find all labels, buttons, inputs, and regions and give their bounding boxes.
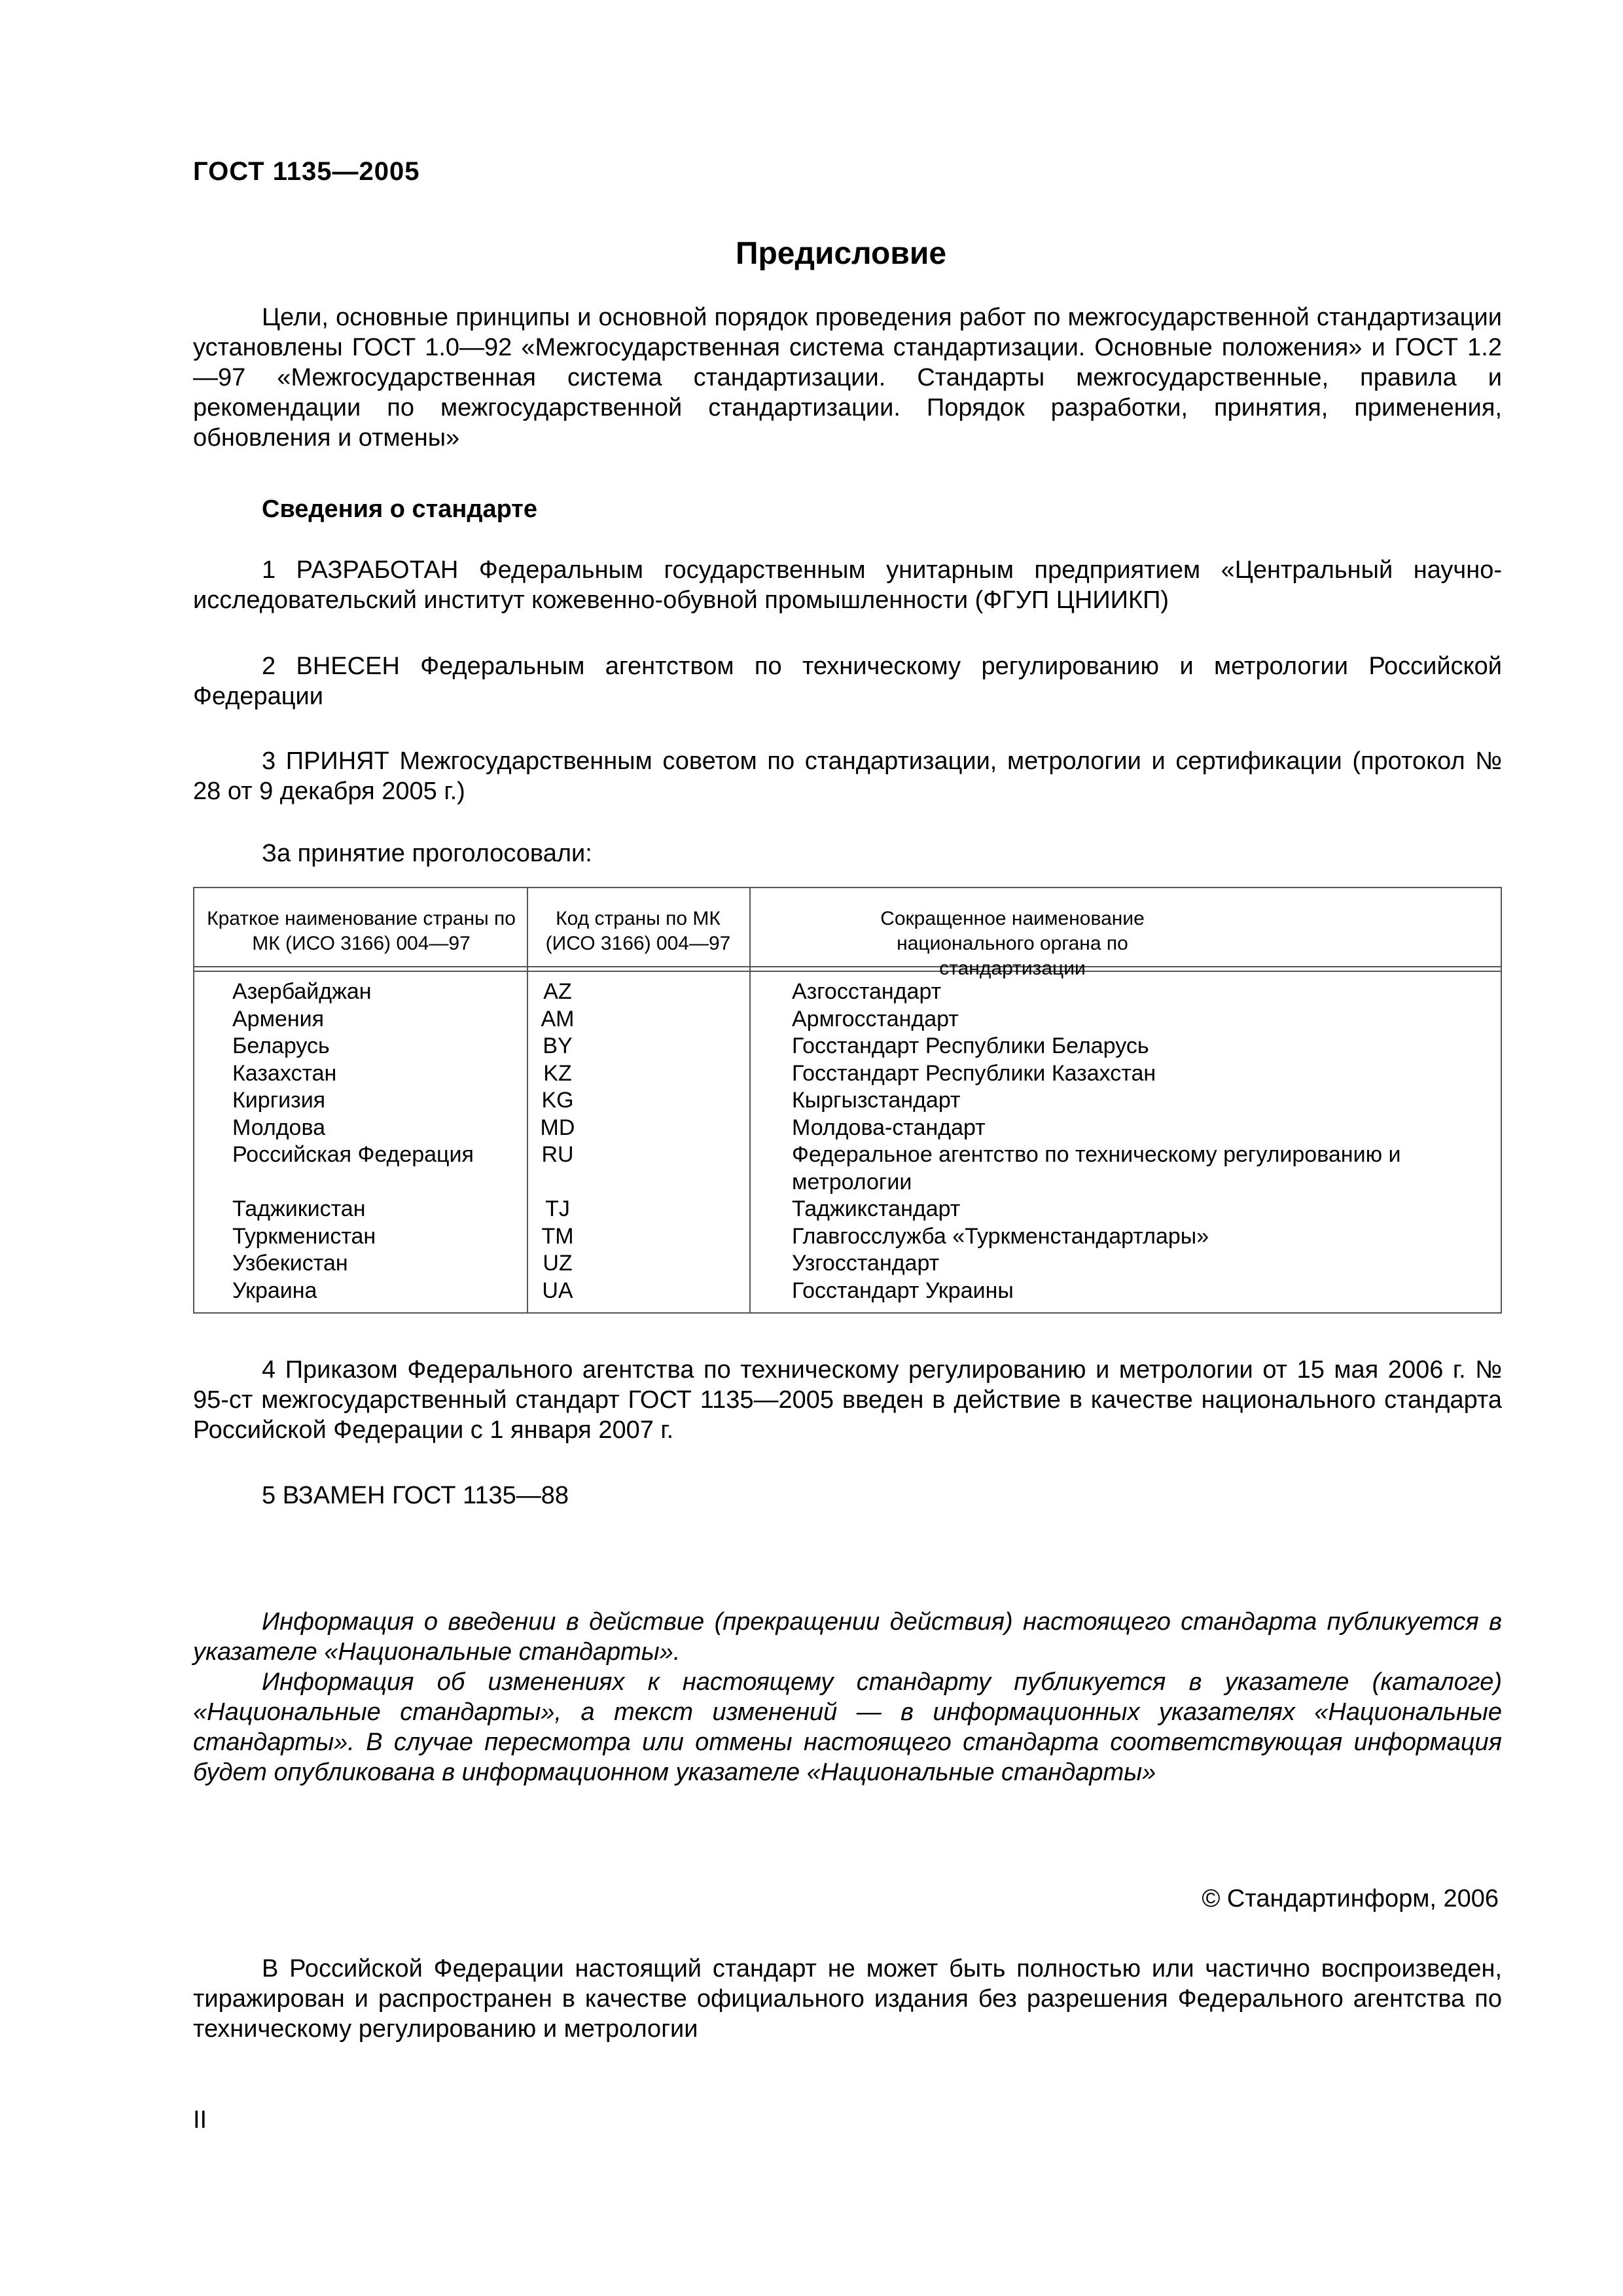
cell-country: Армения <box>232 1006 325 1031</box>
table-row <box>194 1060 1501 1088</box>
copyright: © Стандартинформ, 2006 <box>1202 1885 1499 1912</box>
table-body <box>194 978 1501 1304</box>
cell-code: UZ <box>543 1251 573 1276</box>
table-header-code: Код страны по МК (ИСО 3166) 004—97 <box>545 908 731 954</box>
table-header-rule <box>194 971 1501 972</box>
cell-country: Таджикистан <box>232 1196 366 1221</box>
cell-country: Туркменистан <box>232 1223 376 1249</box>
table-header-rule <box>194 966 1501 967</box>
info-heading: Сведения о стандарте <box>262 495 538 523</box>
cell-country: Азербайджан <box>232 979 372 1004</box>
voted-label: За принятие проголосовали: <box>262 840 592 867</box>
table-row <box>194 1033 1501 1060</box>
cell-code: TM <box>541 1223 574 1249</box>
cell-code: KG <box>541 1088 574 1113</box>
cell-code: MD <box>540 1115 575 1140</box>
cell-country: Российская Федерация <box>232 1142 474 1167</box>
notice-2-text: Информация об изменениях к настоящему стандарту публикуется в указателе (каталоге) «Национальные стандарты», а текст изменений — в информационных указателях «Национальные стандарты». В случае пересмотра или отмены настоящего стандарта соответствующая информация будет опубликована в информационном указателе «Национальные стандарты» <box>193 1668 1502 1786</box>
legal-text: В Российской Федерации настоящий стандарт не может быть полностью или частично воспроизведен, тиражирован и распространен в качестве официального издания без разрешения Федерального агентства по техническому регулированию и метрологии <box>193 1955 1502 2043</box>
table-row <box>194 1196 1501 1223</box>
cell-country: Узбекистан <box>232 1251 348 1276</box>
cell-code: TJ <box>545 1196 570 1221</box>
cell-body: Госстандарт Республики Казахстан <box>792 1060 1156 1086</box>
cell-country: Казахстан <box>232 1060 337 1086</box>
cell-body: Армгосстандарт <box>792 1006 959 1031</box>
intro-text: Цели, основные принципы и основной порядок проведения работ по межгосударственной стандартизации установлены ГОСТ 1.0—92 «Межгосударственная система стандартизации. Основные положения» и ГОСТ 1.2—97 «Межгосударственная система стандартизации. Стандарты межгосударственные, правила и рекомендации по межгосударственной стандартизации. Порядок разработки, принятия, применения, обновления и отмены» <box>193 304 1502 452</box>
cell-code: KZ <box>543 1060 572 1086</box>
cell-body: Федеральное агентство по техническому регулированию и метрологии <box>792 1142 1401 1194</box>
cell-country: Молдова <box>232 1115 326 1140</box>
cell-body: Азгосстандарт <box>792 979 942 1004</box>
table-row <box>194 978 1501 1006</box>
item-developed <box>193 555 1502 615</box>
item-replaces <box>193 1480 1502 1511</box>
item-introduced <box>193 651 1502 711</box>
item-introduced-text: 2 ВНЕСЕН Федеральным агентством по техническому регулированию и метрологии Российской Федерации <box>193 653 1502 710</box>
cell-body: Узгосстандарт <box>792 1251 940 1276</box>
item-developed-text: 1 РАЗРАБОТАН Федеральным государственным унитарным предприятием «Центральный научно-исследовательский институт кожевенно-обувной промышленности (ФГУП ЦНИИКП) <box>193 556 1502 614</box>
table-row <box>194 1250 1501 1278</box>
cell-body: Главгосслужба «Туркменстандартлары» <box>792 1223 1209 1249</box>
page-number: II <box>193 2106 207 2134</box>
item-order <box>193 1355 1502 1445</box>
page-title: Предисловие <box>735 236 947 271</box>
voting-table <box>193 887 1502 1314</box>
cell-code: RU <box>541 1142 574 1167</box>
table-row <box>194 1087 1501 1115</box>
item-order-text: 4 Приказом Федерального агентства по техническому регулированию и метрологии от 15 мая 2006 г. № 95-ст межгосударственный стандарт ГОСТ 1135—2005 введен в действие в качестве национального стандарта Российской Федерации с 1 января 2007 г. <box>193 1356 1502 1444</box>
cell-code: BY <box>543 1033 573 1058</box>
item-adopted-text: 3 ПРИНЯТ Межгосударственным советом по стандартизации, метрологии и сертификации (протокол № 28 от 9 декабря 2005 г.) <box>193 747 1502 805</box>
cell-code: AM <box>541 1006 575 1031</box>
item-adopted <box>193 746 1502 806</box>
table-row <box>194 1115 1501 1142</box>
cell-code: AZ <box>543 979 572 1004</box>
document-header: ГОСТ 1135—2005 <box>193 157 420 186</box>
notice-paragraph-1 <box>193 1607 1502 1667</box>
table-header-body: Сокращенное наименование национального органа по стандартизации <box>880 908 1145 979</box>
cell-country: Киргизия <box>232 1088 326 1113</box>
intro-paragraph <box>193 302 1502 453</box>
table-row <box>194 1141 1501 1196</box>
table-row <box>194 1278 1501 1305</box>
cell-body: Кыргызстандарт <box>792 1088 961 1113</box>
legal-paragraph <box>193 1954 1502 2044</box>
table-header-country: Краткое наименование страны по МК (ИСО 3166) 004—97 <box>207 908 516 954</box>
notice-paragraph-2 <box>193 1667 1502 1787</box>
cell-code: UA <box>542 1278 573 1303</box>
cell-body: Молдова-стандарт <box>792 1115 986 1140</box>
cell-country: Украина <box>232 1278 317 1303</box>
cell-body: Госстандарт Республики Беларусь <box>792 1033 1149 1058</box>
table-row <box>194 1006 1501 1033</box>
cell-body: Таджикстандарт <box>792 1196 961 1221</box>
cell-country: Беларусь <box>232 1033 330 1058</box>
item-replaces-text: 5 ВЗАМЕН ГОСТ 1135—88 <box>262 1482 569 1509</box>
notice-1-text: Информация о введении в действие (прекращении действия) настоящего стандарта публикуется в указателе «Национальные стандарты». <box>193 1608 1502 1666</box>
cell-body: Госстандарт Украины <box>792 1278 1014 1303</box>
table-row <box>194 1223 1501 1251</box>
